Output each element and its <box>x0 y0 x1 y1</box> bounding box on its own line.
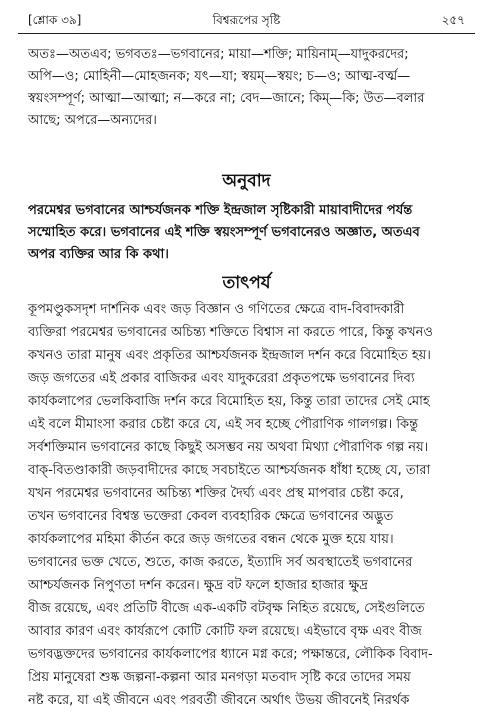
purport-line: আবার কারণ এবং কার্যরূপে কোটি কোটি ফল রয়েছে। এইভাবে বৃক্ষ এবং বীজ <box>28 624 422 639</box>
translation-heading: অনুবাদ <box>222 171 271 191</box>
synonyms-line: স্বয়ংসম্পূর্ণ; আত্মা—আত্মা; ন—করে না; বেদ—জানে; কিম্—কি; উত—বলার <box>28 91 425 106</box>
purport-line: বীজ রয়েছে, এবং প্রতিটি বীজে এক-একটি বটবৃক্ষ নিহিত রয়েছে, সেইগুলিতে <box>28 601 425 616</box>
purport-line: ভগবানের ভক্ত খেতে, শুতে, কাজ করতে, ইত্যাদি সর্ব অবস্থাতেই ভগবানের <box>28 555 413 570</box>
purport-line: তখন ভগবানের বিশ্বস্ত ভক্তেরা কেবল ব্যবহারিক ক্ষেত্রে ভগবানের অদ্ভুত <box>28 509 394 524</box>
purport-line: আশ্চর্যজনক নিপুণতা দর্শন করেন। ক্ষুদ্র বট ফলে হাজার হাজার ক্ষুদ্র <box>28 578 368 593</box>
synonyms-line: অপি—ও; মোহিনী—মোহজনক; যৎ—যা; স্বয়ম্—স্বয়ং; চ—ও; আত্ম-বর্ত্ম— <box>28 69 411 84</box>
synonyms-line: আছে; অপরে—অন্যদের। <box>28 113 157 128</box>
synonyms-block <box>28 44 471 132</box>
purport-line: সর্বশক্তিমান ভগবানের কাছে কিছুই অসম্ভব নয় অথবা মিথ্যা পৌরাণিক গল্প নয়। <box>28 440 429 455</box>
translation-line: সম্মোহিত করে। ভগবানের এই শক্তি স্বয়ংসম্পূর্ণ ভগবানেরও অজ্ঞাত, অতএব <box>28 225 420 240</box>
purport-line: প্রিয় মানুষেরা শুষ্ক জল্পনা-কল্পনা আর মনগড়া মতবাদ সৃষ্টি করে তাদের সময় <box>28 670 411 685</box>
page-number: ২৫৭ <box>441 13 465 27</box>
purport-heading: তাৎপর্য <box>222 273 271 293</box>
purport-line: বাক্-বিতণ্ডাকারী জড়বাদীদের কাছে সবচাইতে আশ্চর্যজনক ধাঁধা হচ্ছে যে, তারা <box>28 463 431 478</box>
chapter-title: বিশ্বরূপের সৃষ্টি <box>212 13 281 27</box>
purport-line: কূপমণ্ডুকসদৃশ দার্শনিক এবং জড় বিজ্ঞান ও গণিতের ক্ষেত্রে বাদ-বিবাদকারী <box>28 302 405 317</box>
page-header <box>20 8 473 30</box>
translation-line: অপর ব্যক্তির আর কি কথা। <box>28 247 169 262</box>
purport-line: কার্যকলাপের মহিমা কীর্তন করে জড় জগতের বন্ধন থেকে মুক্ত হয়ে যায়। <box>28 532 394 547</box>
purport-line: জড় জগতের এই প্রকার বাজিকর এবং যাদুকরেরা প্রকৃতপক্ষে ভগবানের দিব্য <box>28 371 415 386</box>
header-rule <box>18 33 475 34</box>
purport-line: কখনও তারা মানুষ এবং প্রকৃতির আশ্চর্যজনক ইন্দ্রজাল দর্শন করে বিমোহিত হয়। <box>28 348 431 363</box>
synonyms-line: অতঃ—অতএব; ভগবতঃ—ভগবানের; মায়া—শক্তি; মায়িনাম্—যাদুকরদের; <box>28 47 409 62</box>
purport-block <box>28 298 471 712</box>
translation-block <box>28 200 471 266</box>
translation-line: পরমেশ্বর ভগবানের আশ্চর্যজনক শক্তি ইন্দ্রজাল সৃষ্টিকারী মায়াবাদীদের পর্যন্ত <box>28 203 413 218</box>
purport-line: কার্যকলাপের ভেলকিবাজি দর্শন করে বিমোহিত হয়, কিন্তু তারা তাদের সেই মোহ <box>28 394 430 409</box>
purport-line: ভগবদ্ভক্তদের ভগবানের কার্যকলাপের ধ্যানে মগ্ন করে; পক্ষান্তরে, লৌকিক বিবাদ- <box>28 647 433 662</box>
purport-line: ব্যক্তিরা পরমেশ্বর ভগবানের অচিন্ত্য শক্তিতে বিশ্বাস না করতে পারে, কিন্তু কখনও <box>28 325 433 340</box>
verse-reference: [শ্লোক ৩৯] <box>28 13 82 27</box>
purport-line: এই বলে মীমাংসা করার চেষ্টা করে যে, এই সব হচ্ছে পৌরাণিক গালগল্প। কিন্তু <box>28 417 419 432</box>
purport-line: যখন পরমেশ্বর ভগবানের অচিন্ত্য শক্তির দৈর্ঘ্য এবং প্রস্থ মাপবার চেষ্টা করে, <box>28 486 404 501</box>
purport-line: নষ্ট করে, যা এই জীবনে এবং পরবর্তী জীবনে অর্থাৎ উভয় জীবনেই নিরর্থক <box>28 693 410 708</box>
